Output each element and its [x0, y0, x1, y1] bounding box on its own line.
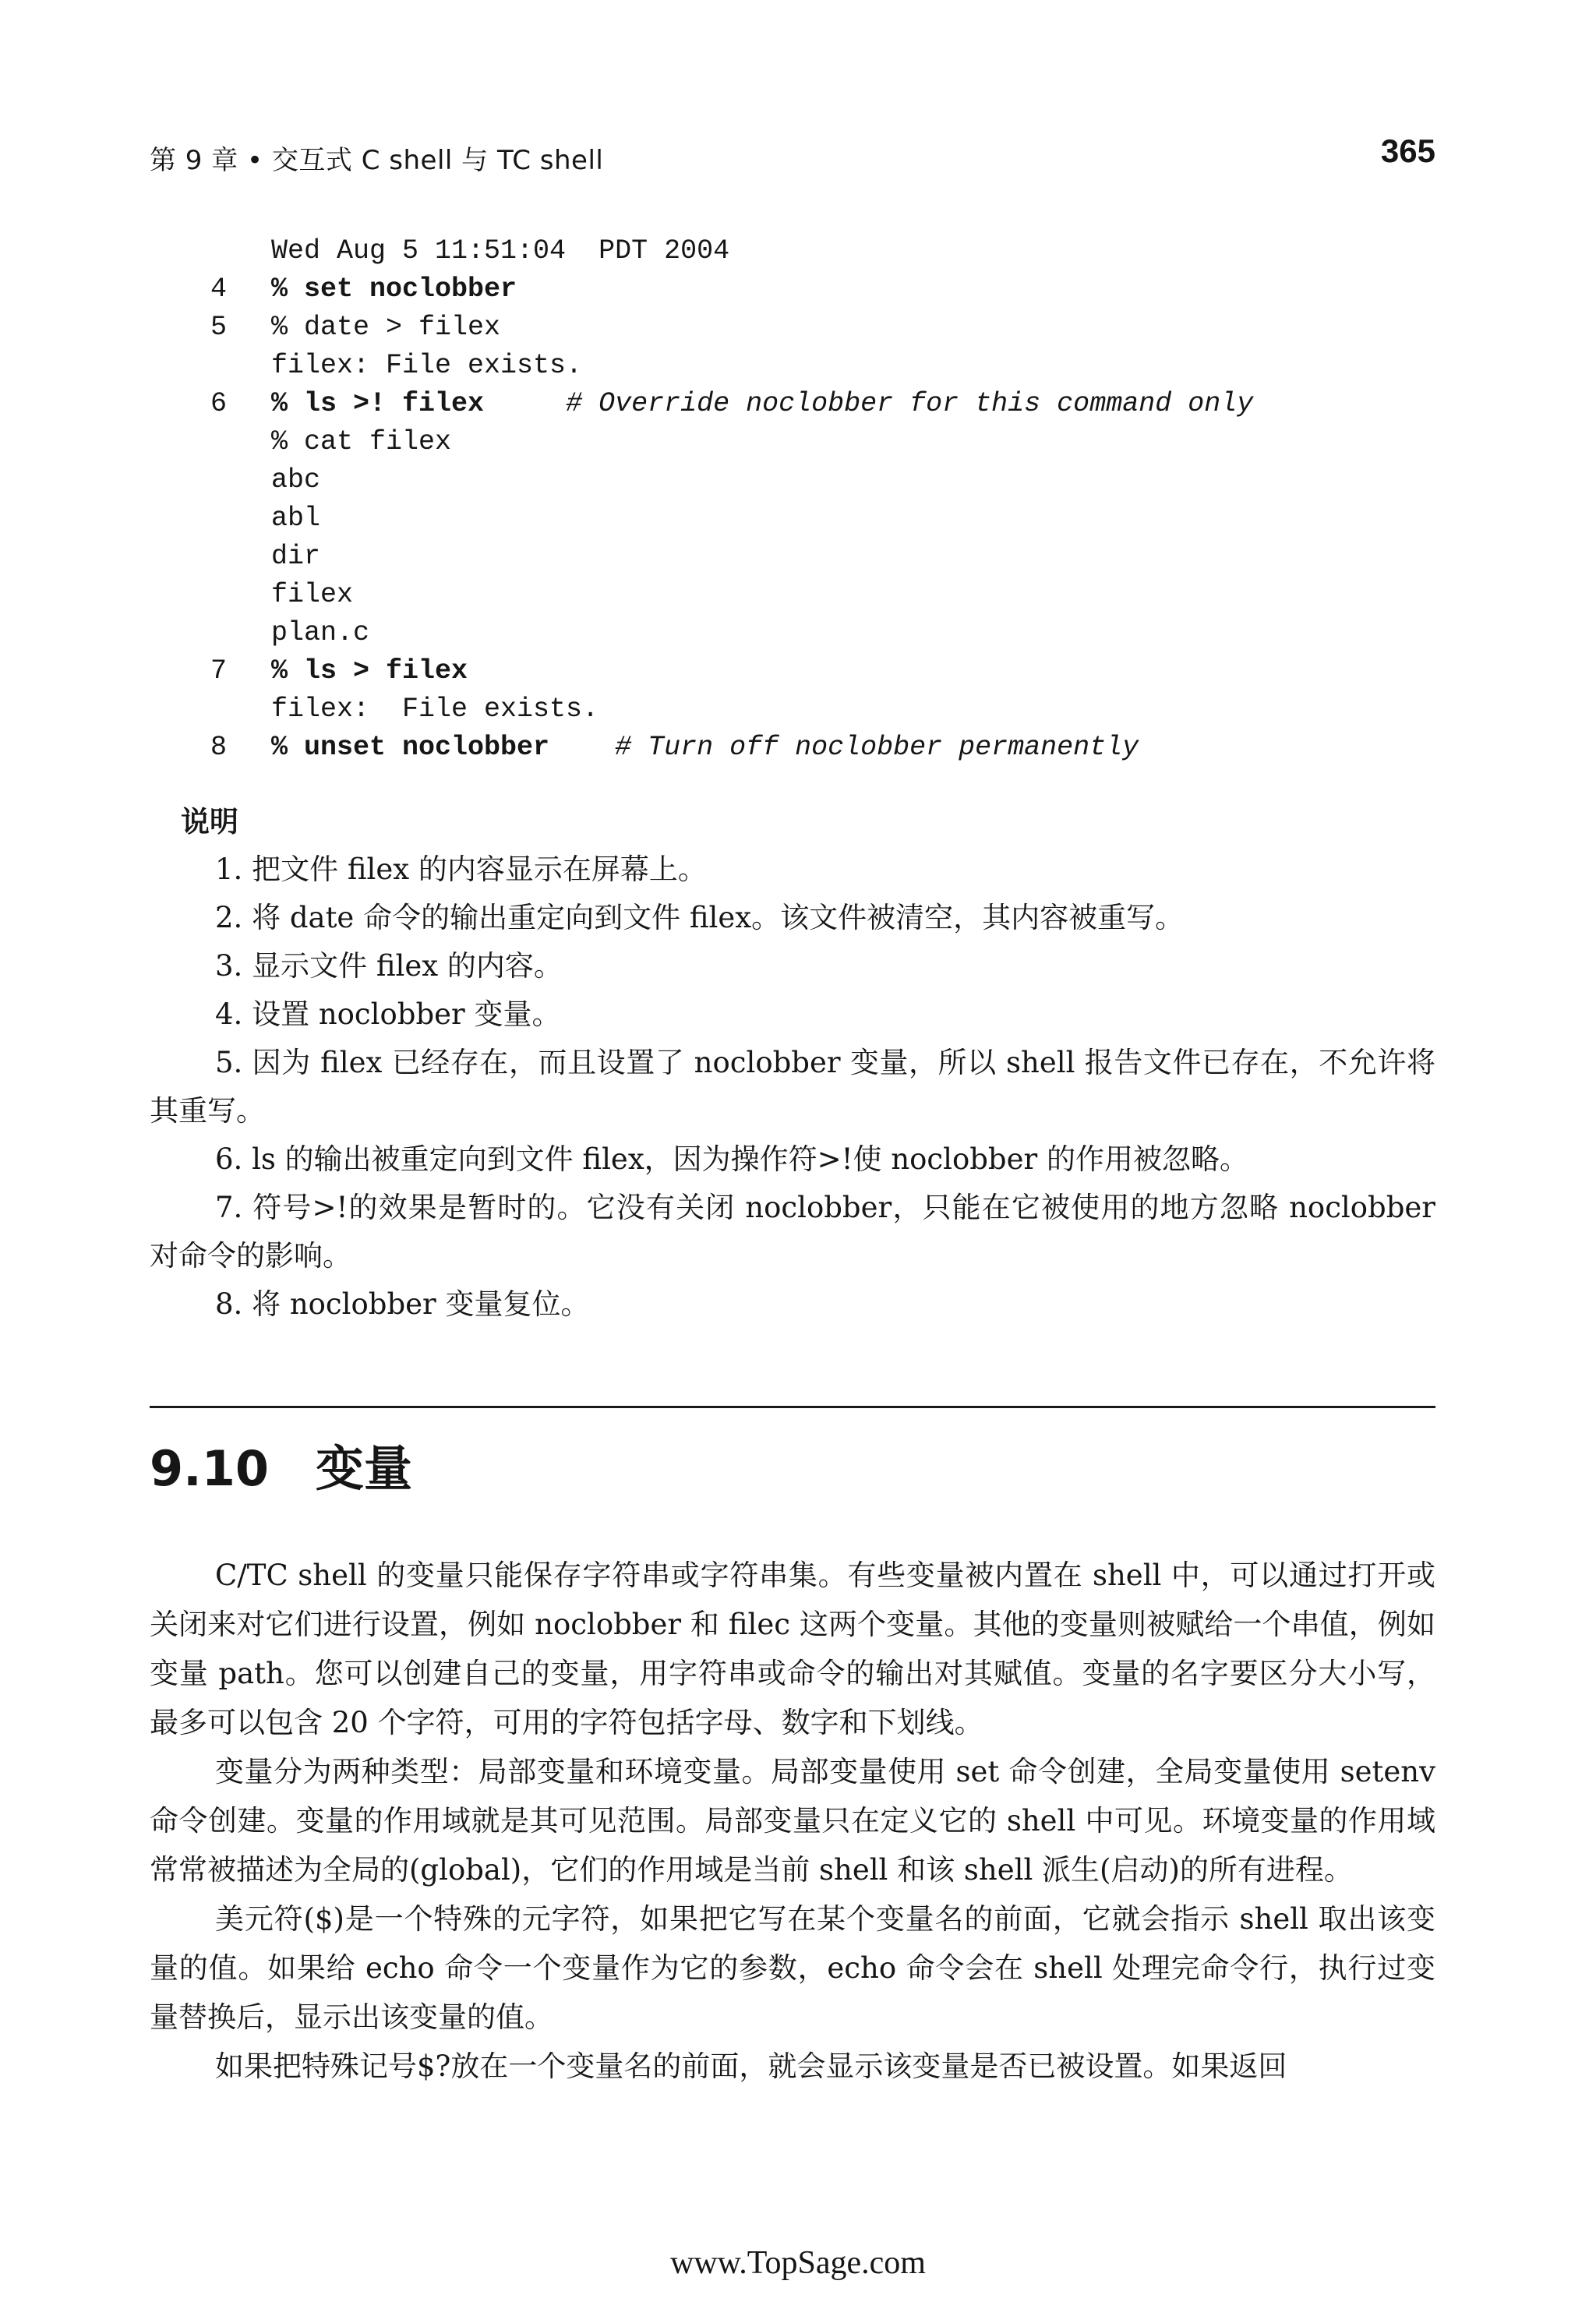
- note-item: 8. 将 noclobber 变量复位。: [215, 1287, 590, 1321]
- code-listing: [210, 232, 1535, 767]
- code-comment: # Turn off noclobber permanently: [615, 732, 1139, 763]
- note-item: 3. 显示文件 filex 的内容。: [215, 949, 563, 983]
- body-paragraph: 如果把特殊记号$?放在一个变量名的前面，就会显示该变量是否已被设置。如果返回: [215, 2049, 1287, 2083]
- code-line: % cat filex: [271, 426, 452, 457]
- page-number: 365: [1380, 132, 1435, 169]
- body-paragraph: C/TC shell 的变量只能保存字符串或字符串集。有些变量被内置在 shell 中，可以通过打开或关闭来对它们进行设置，例如 noclobber 和 filec 这两个变量。其他的变量则被赋给一个串值，例如变量 path。您可以创建自己的变量，用字符串或命令的输出对其赋值。变量的名字要区分大小写，最多可以包含 20 个字符，可用的字符包括字母、数字和下划线。: [150, 1559, 1435, 1739]
- note-item: 5. 因为 filex 已经存在，而且设置了 noclobber 变量，所以 shell 报告文件已存在，不允许将其重写。: [150, 1046, 1435, 1128]
- note-item: 6. ls 的输出被重定向到文件 filex，因为操作符>!使 noclobber 的作用被忽略。: [215, 1142, 1248, 1176]
- explanation-notes: [150, 799, 1435, 1329]
- code-line: Wed Aug 5 11:51:04 PDT 2004: [271, 235, 730, 267]
- code-line: filex: File exists.: [271, 350, 583, 381]
- code-comment: # Override noclobber for this command only: [566, 388, 1254, 419]
- code-line: 5 % date > filex: [210, 312, 501, 343]
- code-line: 4 % set noclobber: [210, 274, 517, 305]
- note-item: 1. 把文件 filex 的内容显示在屏幕上。: [215, 853, 707, 886]
- notes-title: 说明: [181, 805, 238, 838]
- code-line: abl: [271, 503, 321, 534]
- body-paragraph: 美元符($)是一个特殊的元字符，如果把它写在某个变量名的前面，它就会指示 shell 取出该变量的值。如果给 echo 命令一个变量作为它的参数，echo 命令会在 shell 处理完命令行，执行过变量替换后，显示出该变量的值。: [150, 1902, 1435, 2034]
- page-header: [150, 132, 1435, 179]
- section-body: [150, 1551, 1435, 2091]
- section-number: 9.10: [150, 1440, 269, 1497]
- code-line: filex: File exists.: [271, 694, 599, 725]
- code-line: 6 % ls >! filex # Override noclobber for this command only: [210, 388, 1254, 419]
- section-heading: [150, 1434, 412, 1504]
- chapter-title: 第 9 章 • 交互式 C shell 与 TC shell: [150, 145, 604, 176]
- code-line: abc: [271, 464, 321, 496]
- section-divider: [150, 1406, 1435, 1408]
- note-item: 2. 将 date 命令的输出重定向到文件 filex。该文件被清空，其内容被重写。: [215, 901, 1185, 934]
- body-paragraph: 变量分为两种类型：局部变量和环境变量。局部变量使用 set 命令创建，全局变量使用 setenv 命令创建。变量的作用域就是其可见范围。局部变量只在定义它的 shell 中可见。环境变量的作用域常常被描述为全局的(global)，它们的作用域是当前 shell 和该 shell 派生(启动)的所有进程。: [150, 1755, 1435, 1887]
- code-line: 7 % ls > filex: [210, 655, 468, 687]
- note-item: 4. 设置 noclobber 变量。: [215, 997, 561, 1031]
- code-line: plan.c: [271, 617, 370, 648]
- section-title: 变量: [315, 1440, 412, 1497]
- code-line: filex: [271, 579, 354, 610]
- code-line: 8 % unset noclobber # Turn off noclobber permanently: [210, 732, 1139, 763]
- code-line: dir: [271, 541, 321, 572]
- footer-url: www.TopSage.com: [670, 2245, 926, 2281]
- note-item: 7. 符号>!的效果是暂时的。它没有关闭 noclobber，只能在它被使用的地方忽略 noclobber 对命令的影响。: [150, 1191, 1435, 1273]
